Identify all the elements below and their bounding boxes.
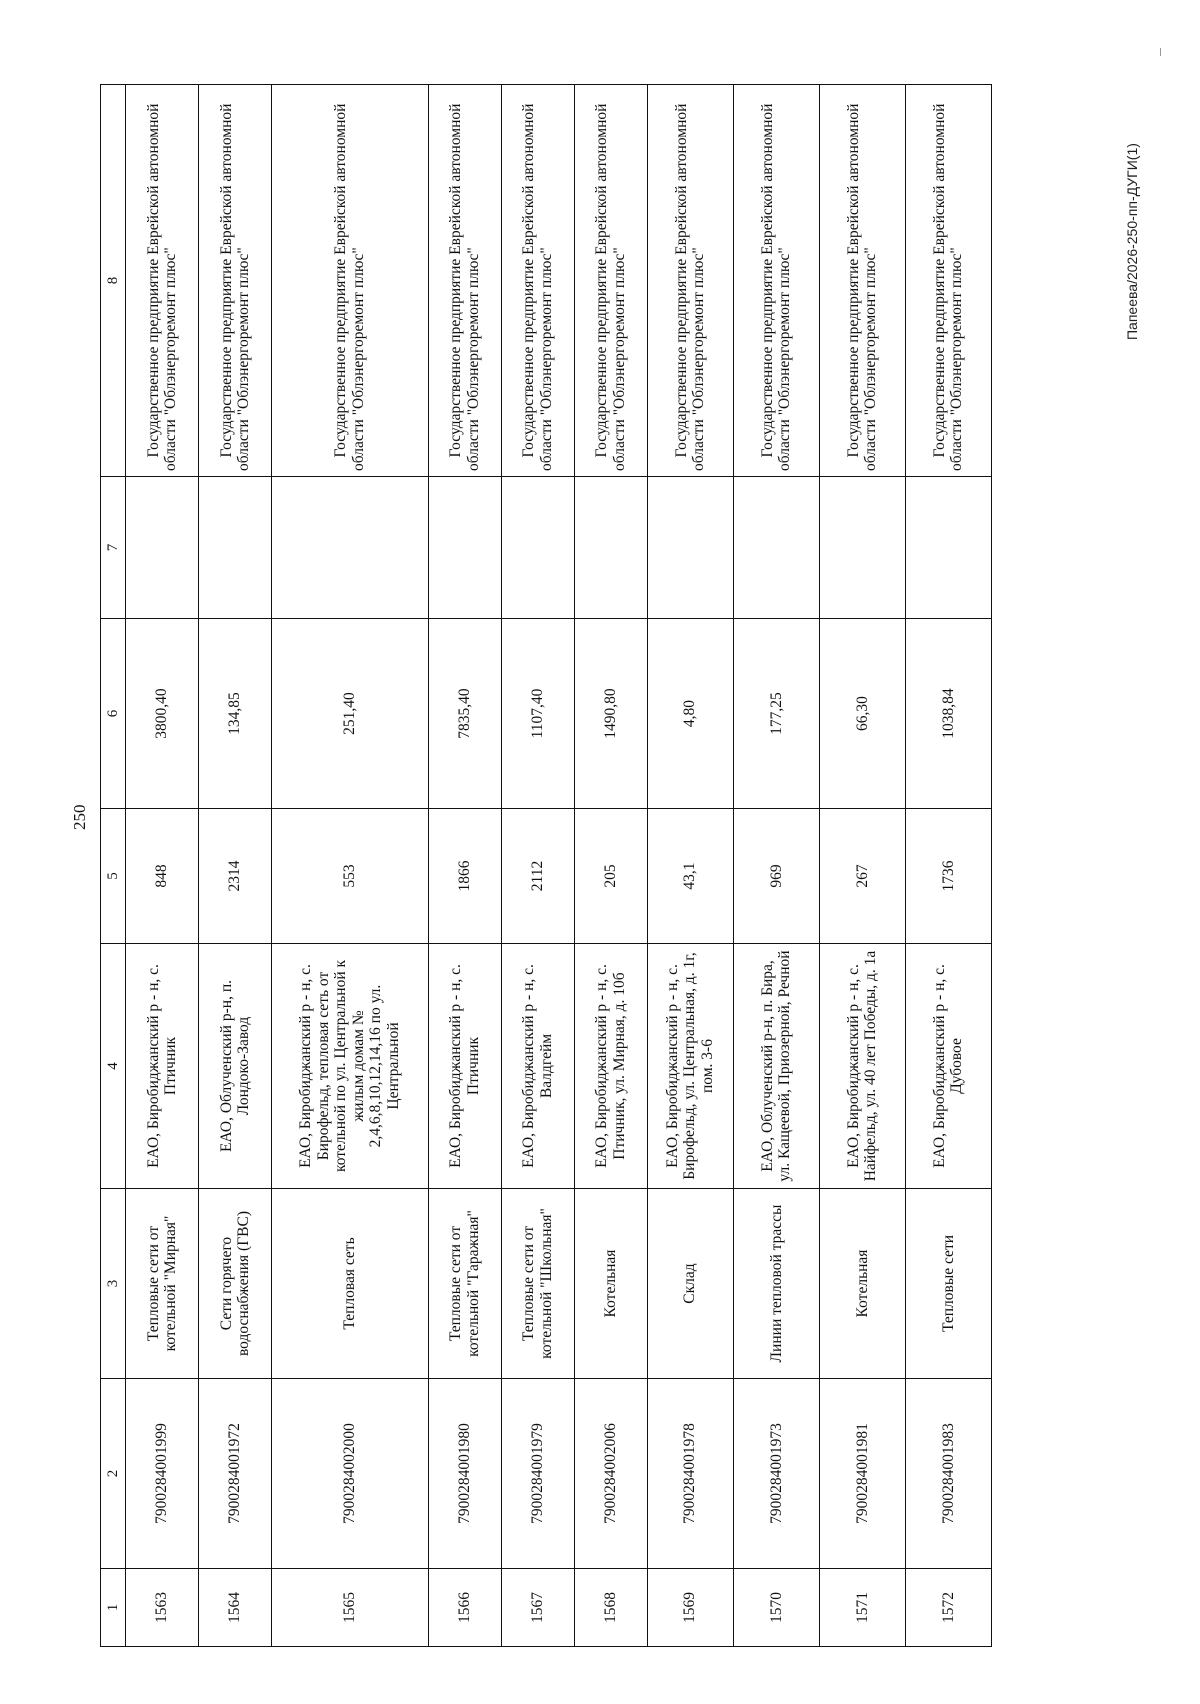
row-number: 1570 [733,1569,819,1647]
owner-cell: Государственное предприятие Еврейской автономной области "Облэнергоремонт плюс" [819,85,905,477]
object-address: ЕАО, Биробиджанский р - н, с. Бирофельд, ул. Центральная, д. 1г, пом. 3-6 [647,944,733,1189]
object-size: 2314 [199,809,272,944]
table-row [733,85,819,1647]
document-reference: Папеева/2026-250-пп-ДУГИ(1) [1124,143,1140,340]
row-number: 1566 [428,1569,501,1647]
object-value: 1038,84 [905,619,991,809]
column-header: 5 [101,809,126,944]
object-size: 553 [272,809,429,944]
column-7-cell [819,477,905,619]
object-address: ЕАО, Биробиджанский р - н, с. Дубовое [905,944,991,1189]
object-name: Тепловая сеть [272,1189,429,1379]
column-7-cell [733,477,819,619]
object-value: 3800,40 [126,619,199,809]
rotated-table-container [100,85,992,1647]
object-value: 251,40 [272,619,429,809]
column-7-cell [272,477,429,619]
column-header: 1 [101,1569,126,1647]
table-row [501,85,574,1647]
property-registry-table [100,84,992,1647]
cadastral-number: 7900284001981 [819,1379,905,1569]
row-number: 1568 [574,1569,647,1647]
cadastral-number: 7900284001979 [501,1379,574,1569]
object-name: Тепловые сети от котельной "Гаражная" [428,1189,501,1379]
column-7-cell [199,477,272,619]
object-value: 1490,80 [574,619,647,809]
cadastral-number: 7900284002006 [574,1379,647,1569]
object-value: 66,30 [819,619,905,809]
object-value: 7835,40 [428,619,501,809]
table-row [199,85,272,1647]
object-size: 848 [126,809,199,944]
object-size: 1866 [428,809,501,944]
table-row [905,85,991,1647]
object-size: 43,1 [647,809,733,944]
column-7-cell [428,477,501,619]
object-name: Тепловые сети [905,1189,991,1379]
table-row [647,85,733,1647]
column-header: 3 [101,1189,126,1379]
column-header: 4 [101,944,126,1189]
cadastral-number: 7900284001978 [647,1379,733,1569]
table-row [574,85,647,1647]
column-7-cell [126,477,199,619]
owner-cell: Государственное предприятие Еврейской автономной области "Облэнергоремонт плюс" [647,85,733,477]
cadastral-number: 7900284001972 [199,1379,272,1569]
object-name: Линии тепловой трассы [733,1189,819,1379]
object-size: 267 [819,809,905,944]
object-address: ЕАО, Облученский р-н, п. Бира, ул. Кащеевой, Приозерной, Речной [733,944,819,1189]
object-size: 205 [574,809,647,944]
object-name: Склад [647,1189,733,1379]
column-7-cell [574,477,647,619]
object-address: ЕАО, Биробиджанский р - н, с. Валдгейм [501,944,574,1189]
row-number: 1572 [905,1569,991,1647]
cadastral-number: 7900284001999 [126,1379,199,1569]
owner-cell: Государственное предприятие Еврейской автономной области "Облэнергоремонт плюс" [428,85,501,477]
owner-cell: Государственное предприятие Еврейской автономной области "Облэнергоремонт плюс" [501,85,574,477]
row-number: 1564 [199,1569,272,1647]
owner-cell: Государственное предприятие Еврейской автономной области "Облэнергоремонт плюс" [272,85,429,477]
object-value: 4,80 [647,619,733,809]
object-address: ЕАО, Биробиджанский р - н, с. Птичник [126,944,199,1189]
column-header: 6 [101,619,126,809]
row-number: 1569 [647,1569,733,1647]
object-address: ЕАО, Биробиджанский р - н, с. Птичник, ул. Мирная, д. 10б [574,944,647,1189]
owner-cell: Государственное предприятие Еврейской автономной области "Облэнергоремонт плюс" [733,85,819,477]
row-number: 1567 [501,1569,574,1647]
column-header: 7 [101,477,126,619]
object-name: Тепловые сети от котельной "Школьная" [501,1189,574,1379]
object-name: Котельная [574,1189,647,1379]
object-size: 2112 [501,809,574,944]
row-number: 1563 [126,1569,199,1647]
object-value: 177,25 [733,619,819,809]
object-value: 1107,40 [501,619,574,809]
table-body [126,85,992,1647]
table-row [819,85,905,1647]
object-value: 134,85 [199,619,272,809]
object-name: Сети горячего водоснабжения (ГВС) [199,1189,272,1379]
object-size: 969 [733,809,819,944]
object-address: ЕАО, Облученский р-н, п. Лондоко-Завод [199,944,272,1189]
cadastral-number: 7900284001983 [905,1379,991,1569]
owner-cell: Государственное предприятие Еврейской автономной области "Облэнергоремонт плюс" [574,85,647,477]
scan-mark [1160,48,1161,56]
row-number: 1565 [272,1569,429,1647]
column-7-cell [501,477,574,619]
object-address: ЕАО, Биробиджанский р - н, с. Найфельд, ул. 40 лет Победы, д. 1а [819,944,905,1189]
column-7-cell [647,477,733,619]
column-header: 8 [101,85,126,477]
owner-cell: Государственное предприятие Еврейской автономной области "Облэнергоремонт плюс" [126,85,199,477]
object-address: ЕАО, Биробиджанский р - н, с. Бирофельд, тепловая сеть от котельной по ул. Центральной к жилым домам № 2,4,6,8,10,12,14,16 по ул. Центральной [272,944,429,1189]
object-size: 1736 [905,809,991,944]
column-number-row [101,85,126,1647]
cadastral-number: 7900284002000 [272,1379,429,1569]
owner-cell: Государственное предприятие Еврейской автономной области "Облэнергоремонт плюс" [905,85,991,477]
owner-cell: Государственное предприятие Еврейской автономной области "Облэнергоремонт плюс" [199,85,272,477]
table-row [428,85,501,1647]
object-name: Котельная [819,1189,905,1379]
table-row [126,85,199,1647]
row-number: 1571 [819,1569,905,1647]
cadastral-number: 7900284001980 [428,1379,501,1569]
object-name: Тепловые сети от котельной "Мирная" [126,1189,199,1379]
column-7-cell [905,477,991,619]
table-row [272,85,429,1647]
page-number: 250 [70,804,89,830]
object-address: ЕАО, Биробиджанский р - н, с. Птичник [428,944,501,1189]
column-header: 2 [101,1379,126,1569]
cadastral-number: 7900284001973 [733,1379,819,1569]
